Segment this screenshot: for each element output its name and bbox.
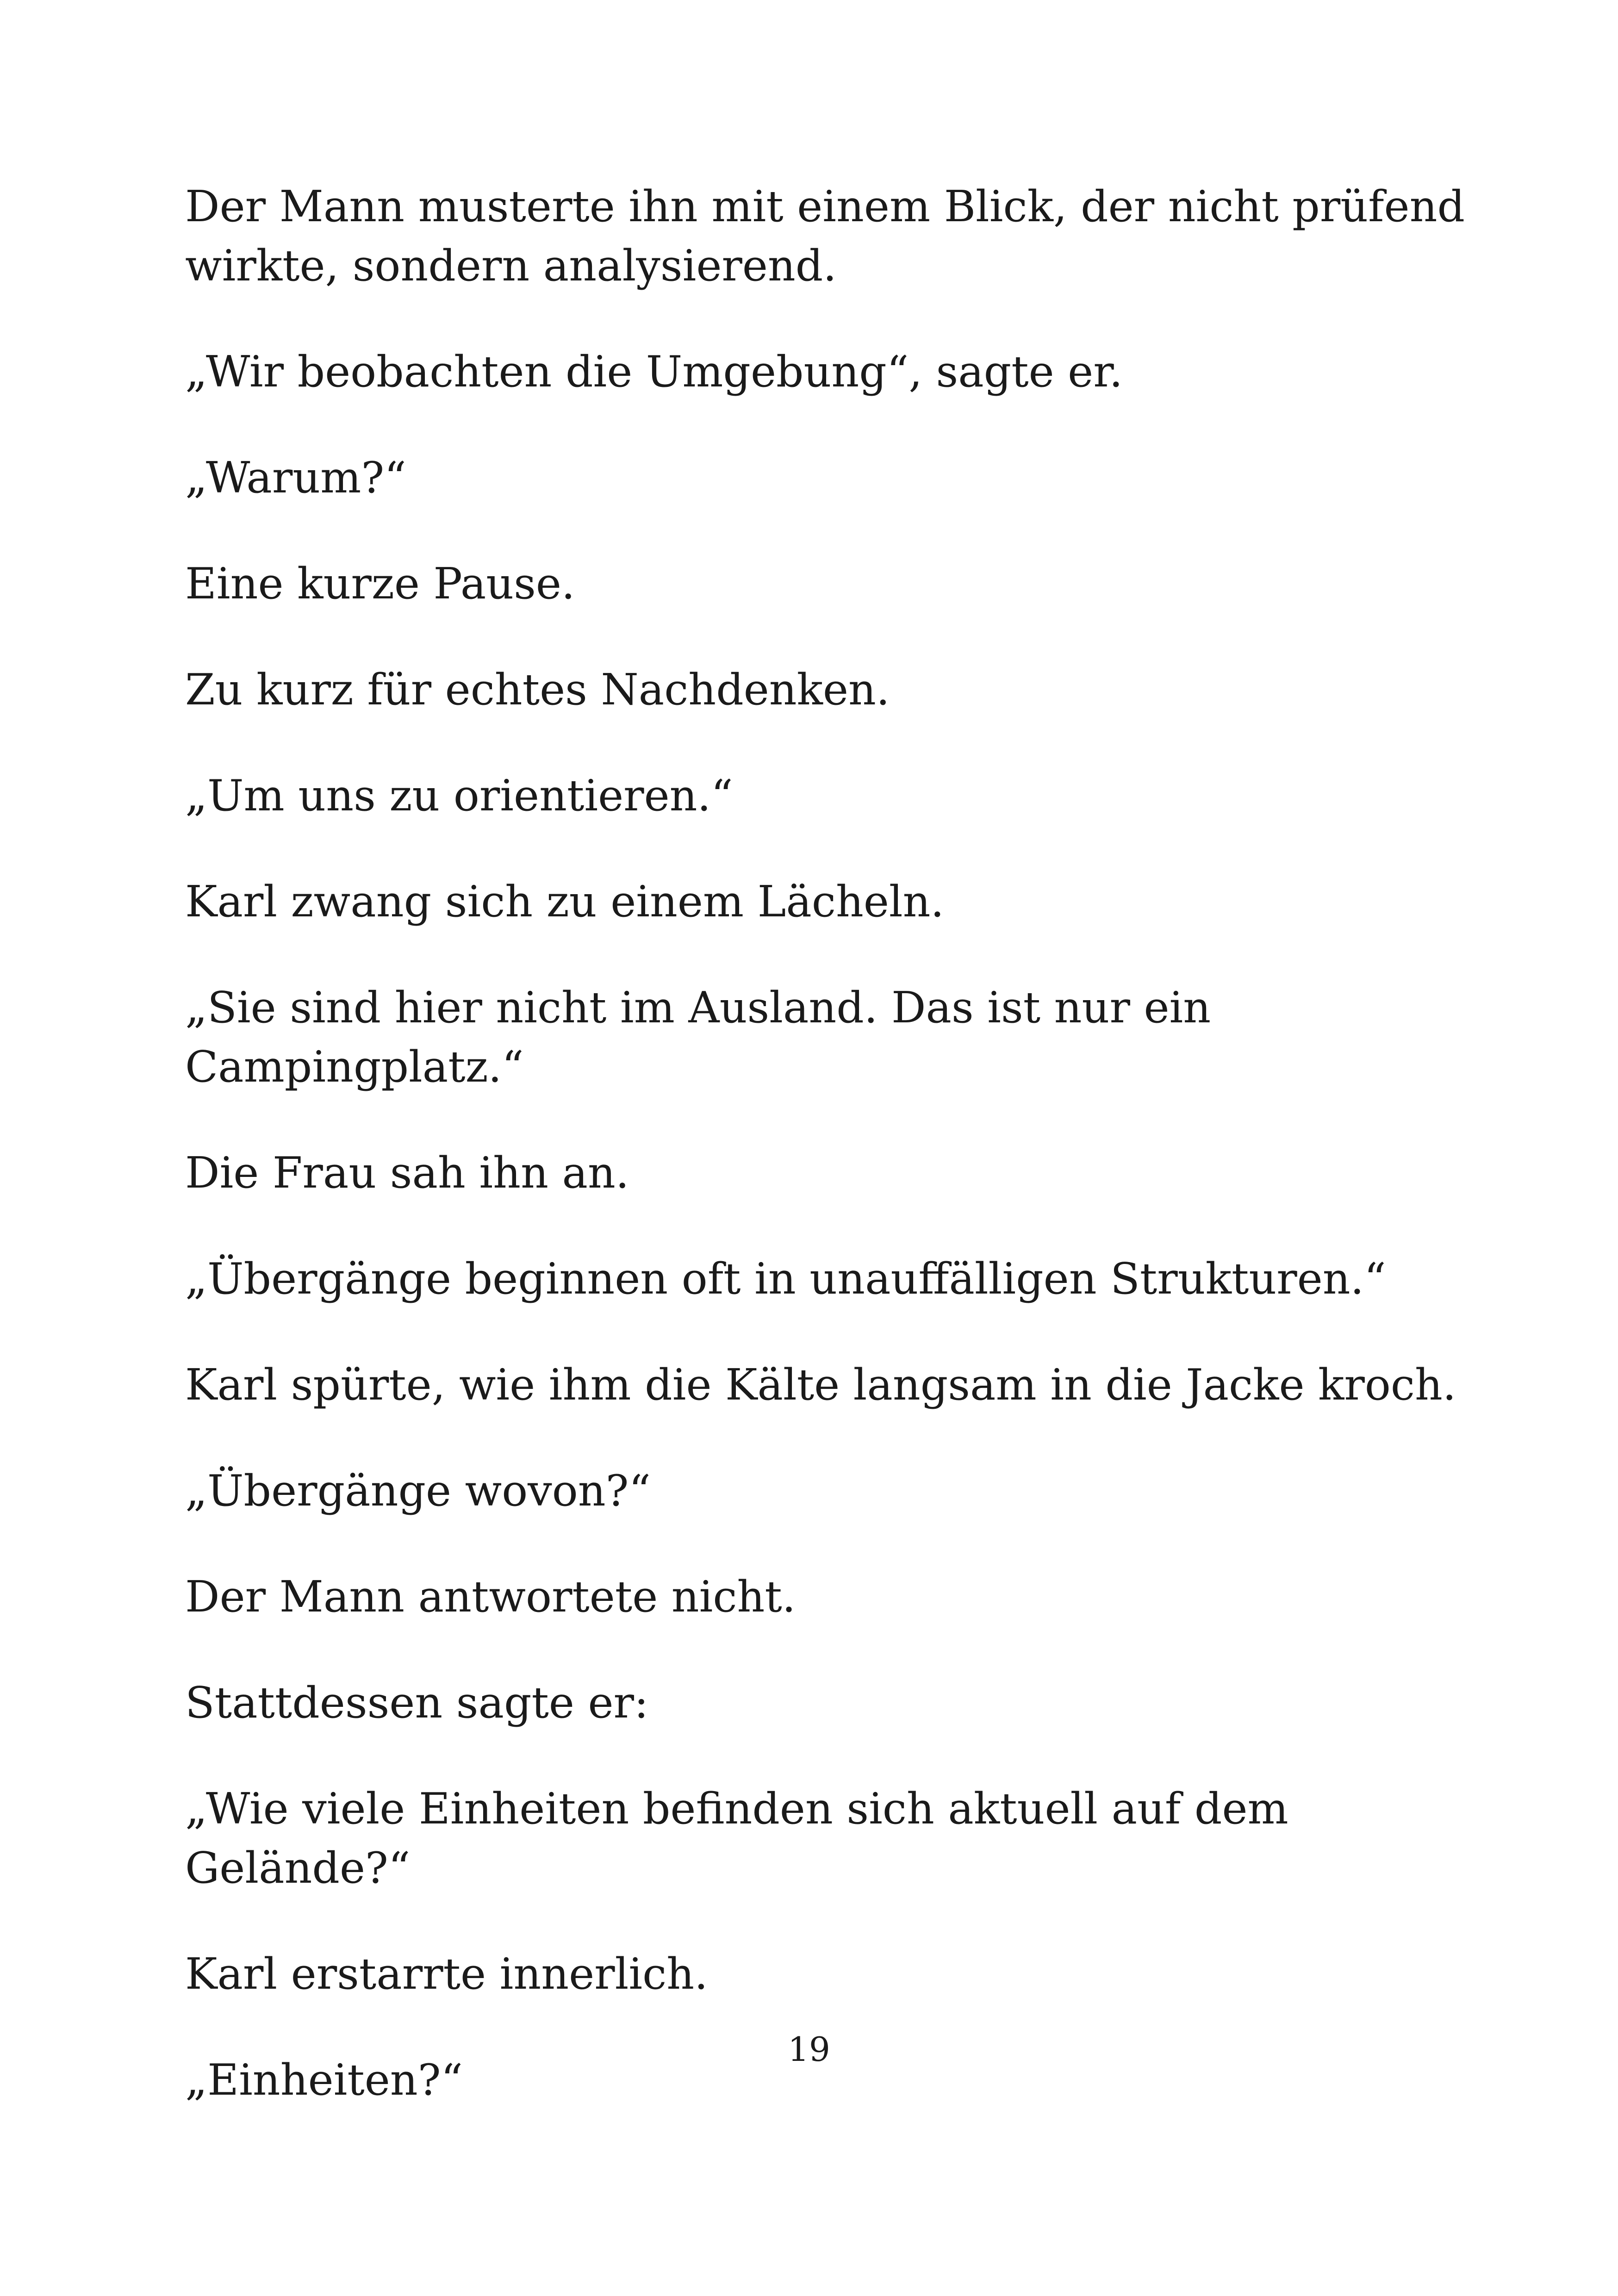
paragraph: Die Frau sah ihn an. [185,1148,629,1198]
paragraph: Der Mann musterte ihn mit einem Blick, der nicht prüfend wirkte, sondern analysierend. [185,181,1465,291]
paragraph: Stattdessen sagte er: [185,1678,649,1728]
paragraph: „Einheiten?“ [185,2055,463,2105]
paragraph: „Sie sind hier nicht im Ausland. Das ist nur ein Campingplatz.“ [185,983,1211,1092]
body-text [185,177,1472,2156]
paragraph: Der Mann antwortete nicht. [185,1572,796,1622]
paragraph: Karl spürte, wie ihm die Kälte langsam in die Jacke kroch. [185,1360,1456,1410]
page-number: 19 [788,2030,830,2069]
paragraph: „Wie viele Einheiten befinden sich aktuell auf dem Gelände?“ [185,1784,1288,1893]
paragraph: „Warum?“ [185,453,406,503]
paragraph: Karl zwang sich zu einem Lächeln. [185,877,945,927]
paragraph: Eine kurze Pause. [185,559,575,609]
paragraph: „Übergänge beginnen oft in unauffälligen Strukturen.“ [185,1254,1386,1304]
paragraph: „Wir beobachten die Umgebung“, sagte er. [185,347,1123,397]
paragraph: „Übergänge wovon?“ [185,1466,651,1516]
paragraph: „Um uns zu orientieren.“ [185,771,733,821]
paragraph: Zu kurz für echtes Nachdenken. [185,665,890,715]
paragraph: Karl erstarrte innerlich. [185,1949,708,1999]
